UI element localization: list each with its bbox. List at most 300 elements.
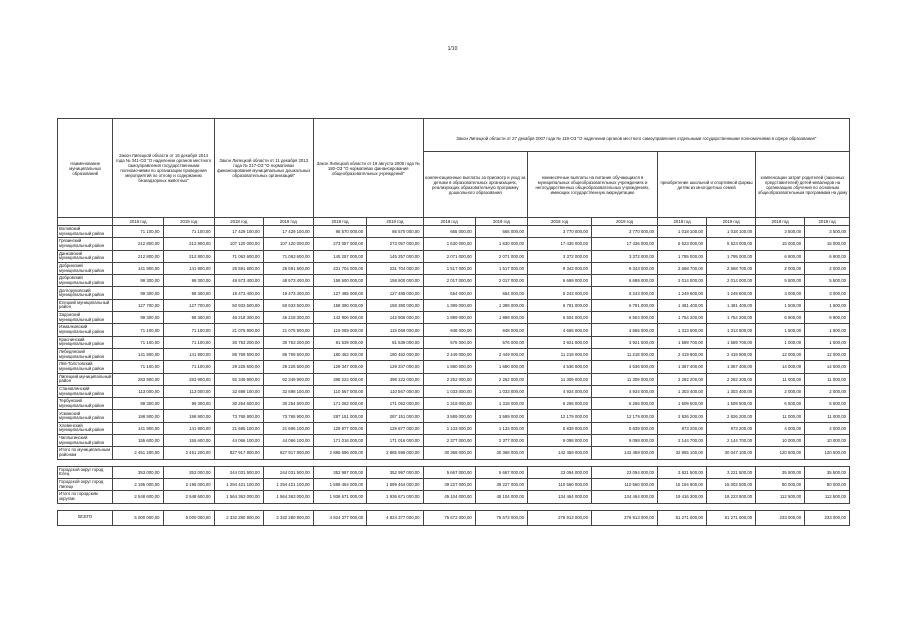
amount-cell: 1 500,00 [756,324,805,336]
year-header: 2019 год [367,218,423,226]
amount-cell: 35 500,00 [805,466,850,478]
table-row [58,410,850,422]
amount-cell: 46 218 300,00 [214,312,263,324]
amount-cell: 92 349 900,00 [263,373,313,385]
amount-cell: 231 704 000,00 [367,262,423,274]
header-law-19-aug-2008: Закон Липецкой области от 19 августа 2008 года № 180-ОЗ "О нормативах финансирования общеобразовательных учреждений" [313,119,423,218]
municipality-name: Лев-Толстовский муниципальный район [58,361,113,373]
municipality-name: Краснинский муниципальный район [58,336,113,348]
amount-cell: 23 094 000,00 [591,466,657,478]
amount-cell: 9 098 000,00 [591,435,657,447]
amount-cell: 92 349 900,00 [214,373,263,385]
header-law-11-dec-2013: Закон Липецкой области от 11 декабря 2013 года № 217-ОЗ "О нормативах финансирования муниципальных дошкольных образовательных организаций" [214,119,313,218]
table-row [58,262,850,274]
amount-cell: 6 500,00 [756,398,805,410]
amount-cell: 44 066 100,00 [214,435,263,447]
amount-cell: 11 000,00 [805,410,850,422]
year-header: 2018 год [313,218,366,226]
amount-cell: 5 839 000,00 [528,422,592,434]
amount-cell: 231 704 000,00 [313,262,366,274]
amount-cell: 1 313 600,00 [707,324,756,336]
amount-cell: 5 667 000,00 [475,466,527,478]
amount-cell: 134 464 000,00 [528,491,592,503]
amount-cell: 110 560 000,00 [591,478,657,490]
amount-cell: 4 665 000,00 [591,324,657,336]
amount-cell: 212 800,00 [163,250,214,262]
amount-cell: 21 695 100,00 [263,422,313,434]
amount-cell: 6 900,00 [756,312,805,324]
amount-cell: 2 826 200,00 [658,410,707,422]
spacer-row [58,503,850,510]
table-row [58,250,850,262]
year-header: 2018 год [756,218,805,226]
amount-cell: 45 104 000,00 [423,491,475,503]
amount-cell: 654 000,00 [423,287,475,299]
amount-cell: 1 500,00 [805,324,850,336]
amount-cell: 352 997 000,00 [367,466,423,478]
amount-cell: 1 754 200,00 [658,312,707,324]
amount-cell: 2 262 000,00 [475,373,527,385]
amount-cell: 283 900,00 [163,373,214,385]
amount-cell: 2 451 200,00 [113,447,163,459]
amount-cell: 6 900,00 [805,250,850,262]
amount-cell: 2 377 000,00 [475,435,527,447]
amount-cell: 233 000,00 [805,510,850,525]
amount-cell: 3 821 500,00 [658,466,707,478]
amount-cell: 2 000,00 [805,385,850,397]
amount-cell: 80 000,00 [805,478,850,490]
amount-cell: 1 018 100,00 [707,226,756,238]
amount-cell: 2 885 596 000,00 [367,447,423,459]
subsidy-table-sheet [57,118,850,526]
amount-cell: 1 517 000,00 [423,262,475,274]
amount-cell: 142 459 000,00 [528,447,592,459]
amount-cell: 6 900,00 [805,312,850,324]
amount-cell: 120 500,00 [805,447,850,459]
amount-cell: 17 436 000,00 [528,238,592,250]
amount-cell: 11 218 000,00 [528,348,592,360]
amount-cell: 11 000,00 [805,373,850,385]
amount-cell: 2 144 700,00 [707,435,756,447]
amount-cell: 71 100,00 [163,361,214,373]
municipality-name: Задонский муниципальный район [58,312,113,324]
amount-cell: 134 464 000,00 [591,491,657,503]
municipality-name: Лебедянский муниципальный район [58,348,113,360]
amount-cell: 30 368 000,00 [423,447,475,459]
amount-cell: 1 936 671 000,00 [313,491,366,503]
amount-cell: 107 120 000,00 [263,238,313,250]
table-row [58,275,850,287]
amount-cell: 129 347 000,00 [313,361,366,373]
amount-cell: 3 921 000,00 [528,336,592,348]
amount-cell: 4 665 000,00 [528,324,592,336]
amount-cell: 141 900,00 [163,422,214,434]
amount-cell: 75 672 000,00 [475,510,527,525]
amount-cell: 171 016 000,00 [313,435,366,447]
amount-cell: 12 000,00 [805,348,850,360]
amount-cell: 1 033 000,00 [423,385,475,397]
amount-cell: 2 144 700,00 [658,435,707,447]
header-school-uniform: приобретение школьной и спортивной формы детям из многодетных семей [658,152,756,218]
table-row [58,226,850,238]
amount-cell: 1 399 000,00 [423,299,475,311]
amount-cell: 30 254 600,00 [263,398,313,410]
municipality-name: Городской округ город Елец [58,466,113,478]
amount-cell: 23 094 000,00 [528,466,592,478]
amount-cell: 244 031 500,00 [263,466,313,478]
amount-cell: 9 343 000,00 [591,262,657,274]
amount-cell: 6 699 000,00 [528,275,592,287]
amount-cell: 1 481 400,00 [707,299,756,311]
amount-cell: 2 668 700,00 [707,262,756,274]
amount-cell: 99 300,00 [163,287,214,299]
table-row [58,447,850,459]
amount-cell: 12 179 000,00 [591,410,657,422]
amount-cell: 45 104 000,00 [475,491,527,503]
amount-cell: 3 500,00 [805,226,850,238]
amount-cell: 71 100,00 [113,324,163,336]
amount-cell: 35 500,00 [756,466,805,478]
table-row [58,373,850,385]
amount-cell: 576 000,00 [475,336,527,348]
amount-cell: 1 367 400,00 [658,361,707,373]
amount-cell: 73 765 900,00 [263,410,313,422]
amount-cell: 654 000,00 [475,287,527,299]
amount-cell: 287 151 000,00 [313,410,366,422]
amount-cell: 39 227 000,00 [475,478,527,490]
amount-cell: 1 589 700,00 [707,336,756,348]
spacer-row [58,459,850,466]
year-header: 2018 год [423,218,475,226]
amount-cell: 107 120 000,00 [214,238,263,250]
amount-cell: 12 000,00 [756,348,805,360]
amount-cell: 14 000,00 [756,361,805,373]
amount-cell: 25 591 600,00 [214,262,263,274]
amount-cell: 180 462 000,00 [367,348,423,360]
amount-cell: 6 500,00 [805,398,850,410]
amount-cell: 2 071 000,00 [423,250,475,262]
table-row [58,422,850,434]
amount-cell: 2 071 000,00 [475,250,527,262]
amount-cell: 1 564 363 000,00 [214,491,263,503]
amount-cell: 85 769 500,00 [263,348,313,360]
amount-cell: 1 294 421 100,00 [263,478,313,490]
amount-cell: 32 698 100,00 [214,385,263,397]
amount-cell: 171 016 000,00 [367,435,423,447]
amount-cell: 9 098 000,00 [528,435,592,447]
header-compensation-childcare: компенсационные выплаты за присмотр и уход за детьми в образовательных организациях, реализующих образовательную программу дошкольного образования [423,152,527,218]
municipality-name: Чаплыгинский муниципальный район [58,435,113,447]
amount-cell: 244 031 500,00 [214,466,263,478]
amount-cell: 171 062 000,00 [313,398,366,410]
amount-cell: 127 700,00 [113,299,163,311]
table-row [58,398,850,410]
amount-cell: 158 390 000,00 [313,299,366,311]
header-municipality: Наименование муниципальных образований [58,119,113,218]
amount-cell: 3 372 000,00 [528,250,592,262]
amount-cell: 141 900,00 [113,262,163,274]
amount-cell: 1 795 000,00 [658,250,707,262]
header-meal-payments: ежемесячные выплаты на питание обучающихся в муниципальных общеобразовательных учреждениях и негосударственных общеобразовательных учреждениях, имеющих государственную аккредитацию [528,152,658,218]
amount-cell: 3 221 500,00 [707,466,756,478]
amount-cell: 129 347 000,00 [367,361,423,373]
amount-cell: 1 318 000,00 [423,398,475,410]
amount-cell: 9 343 000,00 [528,262,592,274]
amount-cell: 1 303 400,00 [658,385,707,397]
amount-cell: 273 057 000,00 [313,238,366,250]
amount-cell: 3 589 000,00 [475,410,527,422]
amount-cell: 15 194 900,00 [658,478,707,490]
amount-cell: 10 000,00 [756,435,805,447]
municipality-name: Добровский муниципальный район [58,275,113,287]
amount-cell: 44 066 100,00 [263,435,313,447]
amount-cell: 3 770 000,00 [528,226,592,238]
amount-cell: 99 300,00 [113,287,163,299]
amount-cell: 71 100,00 [113,361,163,373]
amount-cell: 142 459 000,00 [591,447,657,459]
amount-cell: 29 225 500,00 [263,361,313,373]
amount-cell: 1 399 000,00 [475,299,527,311]
amount-cell: 15 000,00 [756,238,805,250]
amount-cell: 948 000,00 [423,324,475,336]
amount-cell: 99 300,00 [113,275,163,287]
table-row [58,478,850,490]
table-row [58,361,850,373]
subsidy-table [57,118,850,526]
amount-cell: 1 000,00 [756,336,805,348]
amount-cell: 1 318 000,00 [475,398,527,410]
amount-cell: 352 997 000,00 [313,466,366,478]
amount-cell: 1 680 000,00 [423,361,475,373]
year-header: 2018 год [113,218,163,226]
amount-cell: 19 473 400,00 [214,287,263,299]
amount-cell: 1 033 000,00 [475,385,527,397]
amount-cell: 71 100,00 [163,226,214,238]
municipality-name: Итого по муниципальным районам [58,447,113,459]
amount-cell: 145 257 000,00 [367,250,423,262]
amount-cell: 276 913 000,00 [591,510,657,525]
amount-cell: 48 573 400,00 [214,275,263,287]
amount-cell: 5 667 000,00 [423,466,475,478]
amount-cell: 6 791 000,00 [528,299,592,311]
amount-cell: 11 000,00 [756,373,805,385]
amount-cell: 32 698 100,00 [263,385,313,397]
amount-cell: 1 313 600,00 [658,324,707,336]
amount-cell: 273 057 000,00 [367,238,423,250]
table-row [58,466,850,478]
amount-cell: 81 539 000,00 [367,336,423,348]
amount-cell: 71 063 600,00 [214,250,263,262]
amount-cell: 17 429 100,00 [263,226,313,238]
amount-cell: 2 449 000,00 [475,348,527,360]
amount-cell: 50 933 500,00 [263,299,313,311]
amount-cell: 2 262 000,00 [423,373,475,385]
amount-cell: 198 900,00 [163,410,214,422]
year-header: 2019 год [591,218,657,226]
amount-cell: 32 855 100,00 [658,447,707,459]
amount-cell: 2 282 200,00 [658,373,707,385]
amount-cell: 6 265 000,00 [528,398,592,410]
amount-cell: 115 069 000,00 [367,324,423,336]
amount-cell: 6 791 000,00 [591,299,657,311]
year-header: 2019 год [163,218,214,226]
amount-cell: 112 500,00 [756,491,805,503]
amount-cell: 86 570 000,00 [367,226,423,238]
amount-cell: 145 257 000,00 [313,250,366,262]
amount-cell: 2 451 200,00 [163,447,214,459]
amount-cell: 2 668 700,00 [658,262,707,274]
header-home-education-compensation: компенсации затрат родителей (законных представителей) детей-инвалидов на организацию обучения по основным общеобразовательным программам на дому [756,152,850,218]
amount-cell: 11 218 000,00 [591,348,657,360]
amount-cell: 155 600,00 [113,435,163,447]
amount-cell: 1 517 000,00 [475,262,527,274]
amount-cell: 2 195 000,00 [113,478,163,490]
amount-cell: 4 934 000,00 [591,385,657,397]
amount-cell: 287 151 000,00 [367,410,423,422]
amount-cell: 1 249 600,00 [707,287,756,299]
amount-cell: 142 906 000,00 [313,312,366,324]
amount-cell: 127 485 000,00 [367,287,423,299]
municipality-name: Усманский муниципальный район [58,410,113,422]
amount-cell: 2 195 000,00 [163,478,214,490]
table-row [58,491,850,503]
amount-cell: 1 509 500,00 [658,398,707,410]
amount-cell: 129 877 000,00 [313,422,366,434]
amount-cell: 4 000,00 [805,422,850,434]
amount-cell: 110 567 000,00 [367,385,423,397]
municipality-name: Липецкий муниципальный район [58,373,113,385]
amount-cell: 1 133 000,00 [475,422,527,434]
amount-cell: 113 000,00 [113,385,163,397]
amount-cell: 398 222 000,00 [367,373,423,385]
amount-cell: 127 700,00 [163,299,214,311]
amount-cell: 2 332 280 800,00 [263,510,313,525]
table-row [58,348,850,360]
amount-cell: 5 243 000,00 [591,287,657,299]
amount-cell: 99 300,00 [163,312,214,324]
municipality-name: Добринский муниципальный район [58,262,113,274]
amount-cell: 3 500,00 [756,226,805,238]
amount-cell: 3 770 000,00 [591,226,657,238]
amount-cell: 21 695 100,00 [214,422,263,434]
amount-cell: 73 765 900,00 [214,410,263,422]
amount-cell: 99 300,00 [163,275,214,287]
amount-cell: 2 014 000,00 [707,275,756,287]
amount-cell: 158 600 000,00 [367,275,423,287]
year-header: 2018 год [214,218,263,226]
table-row [58,336,850,348]
amount-cell: 212 800,00 [113,250,163,262]
amount-cell: 973 200,00 [658,422,707,434]
amount-cell: 11 000,00 [756,410,805,422]
amount-cell: 2 282 200,00 [707,373,756,385]
year-header: 2019 год [263,218,313,226]
amount-cell: 665 000,00 [423,226,475,238]
amount-cell: 1 303 400,00 [707,385,756,397]
amount-cell: 30 368 000,00 [475,447,527,459]
municipality-name: ВСЕГО [58,510,113,525]
amount-cell: 71 063 600,00 [263,250,313,262]
amount-cell: 1 500,00 [756,299,805,311]
amount-cell: 4 536 000,00 [528,361,592,373]
amount-cell: 158 390 000,00 [367,299,423,311]
amount-cell: 46 218 300,00 [263,312,313,324]
amount-cell: 4 824 377 000,00 [313,510,366,525]
amount-cell: 1 500,00 [805,299,850,311]
municipality-name: Итого по городским округам [58,491,113,503]
municipality-name: Воловский муниципальный район [58,226,113,238]
amount-cell: 180 462 000,00 [313,348,366,360]
amount-cell: 50 933 500,00 [214,299,263,311]
amount-cell: 141 900,00 [163,262,214,274]
header-law-27-dec-2007: Закон Липецкой области от 27 декабря 2007 года № 119-ОЗ "О наделении органов местного самоуправления отдельными государственными полномочиями в сфере образования" [423,126,849,152]
amount-cell: 127 485 000,00 [313,287,366,299]
amount-cell: 5 243 000,00 [528,287,592,299]
amount-cell: 1 481 400,00 [658,299,707,311]
amount-cell: 11 309 000,00 [528,373,592,385]
header-law-15-dec-2014: Закон Липецкой области от 15 декабря 2014 года № 341-ОЗ "О наделении органов местного самоуправления государственными полномочиями по организации проведения мероприятий по отлову и содержанию безнадзорных животных" [113,119,214,218]
amount-cell: 113 000,00 [163,385,214,397]
amount-cell: 99 300,00 [113,398,163,410]
year-header: 2019 год [475,218,527,226]
amount-cell: 3 000,00 [805,287,850,299]
amount-cell: 71 100,00 [163,336,214,348]
amount-cell: 30 753 200,00 [214,336,263,348]
amount-cell: 155 600,00 [163,435,214,447]
table-row [58,385,850,397]
amount-cell: 6 699 000,00 [591,275,657,287]
amount-cell: 1 367 400,00 [707,361,756,373]
amount-cell: 71 100,00 [113,336,163,348]
amount-cell: 1 294 421 100,00 [214,478,263,490]
amount-cell: 141 900,00 [163,348,214,360]
amount-cell: 99 300,00 [163,398,214,410]
amount-cell: 2 000,00 [756,385,805,397]
amount-cell: 21 075 900,00 [263,324,313,336]
year-header: 2018 год [528,218,592,226]
amount-cell: 99 300,00 [113,312,163,324]
amount-cell: 4 536 000,00 [591,361,657,373]
year-header: 2019 год [707,218,756,226]
amount-cell: 4 824 377 000,00 [367,510,423,525]
amount-cell: 2 332 280 800,00 [214,510,263,525]
total-row [58,510,850,525]
amount-cell: 212 800,00 [163,238,214,250]
amount-cell: 12 179 000,00 [528,410,592,422]
amount-cell: 1 630 000,00 [423,238,475,250]
year-header: 2018 год [658,218,707,226]
municipality-name: Долгоруковский муниципальный район [58,287,113,299]
amount-cell: 2 548 600,00 [113,491,163,503]
amount-cell: 1 599 464 000,00 [313,478,366,490]
amount-cell: 1 000,00 [805,336,850,348]
amount-cell: 21 075 900,00 [214,324,263,336]
amount-cell: 120 500,00 [756,447,805,459]
amount-cell: 2 449 000,00 [423,348,475,360]
amount-cell: 2 017 000,00 [423,275,475,287]
amount-cell: 30 047 100,00 [707,447,756,459]
amount-cell: 1 133 000,00 [423,422,475,434]
municipality-name: Становлянский муниципальный район [58,385,113,397]
amount-cell: 1 754 200,00 [707,312,756,324]
amount-cell: 19 223 500,00 [707,491,756,503]
table-row [58,324,850,336]
amount-cell: 112 500,00 [805,491,850,503]
amount-cell: 171 062 000,00 [367,398,423,410]
amount-cell: 85 769 500,00 [214,348,263,360]
amount-cell: 2 017 000,00 [475,275,527,287]
amount-cell: 1 599 464 000,00 [367,478,423,490]
